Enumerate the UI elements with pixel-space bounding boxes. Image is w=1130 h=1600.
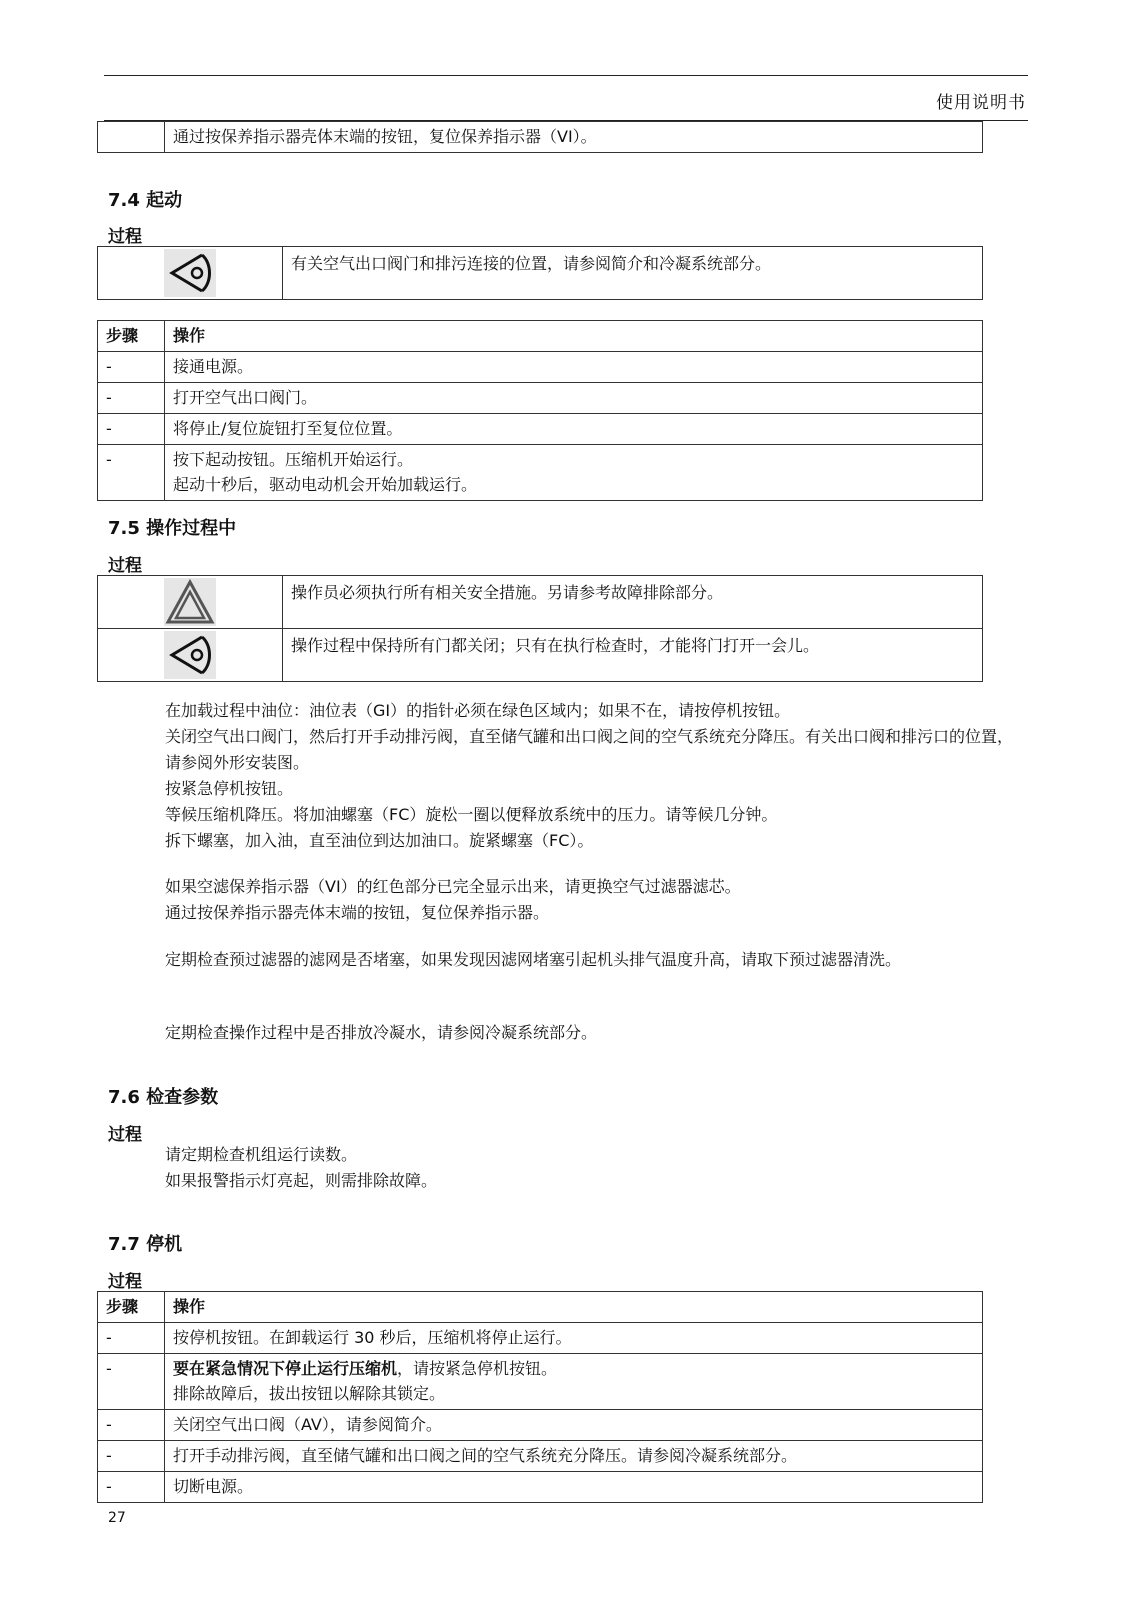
paragraph-line: 在加载过程中油位：油位表（GI）的指针必须在绿色区域内；如果不在，请按停机按钮。 <box>165 701 791 720</box>
process-label-7-4: 过程 <box>108 227 142 247</box>
step-marker: - <box>98 414 165 445</box>
note-icon-cell <box>98 576 283 629</box>
table-row <box>98 1441 983 1472</box>
process-label-7-5: 过程 <box>108 556 142 576</box>
note-text: 有关空气出口阀门和排污连接的位置，请参阅简介和冷凝系统部分。 <box>283 247 983 300</box>
paragraph-check-params <box>165 1142 1025 1194</box>
section-heading-7-4: 7.4 起动 <box>108 190 183 211</box>
paragraph-line: 关闭空气出口阀门，然后打开手动排污阀，直至储气罐和出口阀之间的空气系统充分降压。有关出口阀和排污口的位置，请参阅外形安装图。 <box>165 727 1014 772</box>
steps-table-7-4 <box>97 320 983 501</box>
step-action: 切断电源。 <box>165 1472 983 1503</box>
step-marker: - <box>98 1323 165 1354</box>
step-action: 打开空气出口阀门。 <box>165 383 983 414</box>
step-marker: - <box>98 445 165 501</box>
steps-header-action: 操作 <box>165 321 983 352</box>
continued-table <box>97 121 983 153</box>
table-row <box>98 383 983 414</box>
step-marker: - <box>98 1354 165 1410</box>
table-row <box>98 445 983 501</box>
paragraph-condensate <box>165 1020 1025 1046</box>
steps-table-7-7 <box>97 1291 983 1503</box>
step-action: 接通电源。 <box>165 352 983 383</box>
steps-header-step: 步骤 <box>98 321 165 352</box>
paragraph-prefilter <box>165 947 1025 973</box>
step-action: 打开手动排污阀，直至储气罐和出口阀之间的空气系统充分降压。请参阅冷凝系统部分。 <box>165 1441 983 1472</box>
table-row <box>98 1354 983 1410</box>
note-table-7-4 <box>97 246 983 300</box>
steps-header-action: 操作 <box>165 1292 983 1323</box>
table-row <box>98 1472 983 1503</box>
continued-step-cell <box>98 122 165 153</box>
step-action <box>165 445 983 501</box>
section-heading-7-7: 7.7 停机 <box>108 1234 183 1255</box>
page-number: 27 <box>108 1510 126 1526</box>
step-action-line <box>173 1356 974 1381</box>
paragraph-line: 按紧急停机按钮。 <box>165 779 294 798</box>
table-row <box>98 1410 983 1441</box>
step-marker: - <box>98 1441 165 1472</box>
step-marker: - <box>98 1472 165 1503</box>
section-heading-7-6: 7.6 检查参数 <box>108 1087 219 1108</box>
process-label-7-6: 过程 <box>108 1125 142 1145</box>
paragraph-air-filter <box>165 874 1025 926</box>
warning-triangle-icon <box>164 578 216 626</box>
header-title: 使用说明书 <box>936 93 1026 113</box>
paragraph-line: 定期检查预过滤器的滤网是否堵塞，如果发现因滤网堵塞引起机头排气温度升高，请取下预过滤器清洗。 <box>165 950 902 969</box>
table-row <box>98 1323 983 1354</box>
header-top-rule <box>104 75 1028 76</box>
eye-icon <box>164 631 216 679</box>
table-row <box>98 352 983 383</box>
paragraph-line: 等候压缩机降压。将加油螺塞（FC）旋松一圈以便释放系统中的压力。请等候几分钟。 <box>165 805 778 824</box>
step-marker: - <box>98 1410 165 1441</box>
step-action: 关闭空气出口阀（AV），请参阅简介。 <box>165 1410 983 1441</box>
paragraph-line: 通过按保养指示器壳体末端的按钮，复位保养指示器。 <box>165 903 550 922</box>
note-table-7-5 <box>97 575 983 682</box>
step-action: 将停止/复位旋钮打至复位位置。 <box>165 414 983 445</box>
section-heading-7-5: 7.5 操作过程中 <box>108 518 237 539</box>
step-action: 按停机按钮。在卸载运行 30 秒后，压缩机将停止运行。 <box>165 1323 983 1354</box>
step-action-line: 起动十秒后，驱动电动机会开始加载运行。 <box>173 475 478 494</box>
paragraph-line: 如果报警指示灯亮起，则需排除故障。 <box>165 1171 438 1190</box>
paragraph-line: 请定期检查机组运行读数。 <box>165 1145 358 1164</box>
note-icon-cell <box>98 247 283 300</box>
continued-text: 通过按保养指示器壳体末端的按钮，复位保养指示器（VI）。 <box>165 122 983 153</box>
emphasis-text: 要在紧急情况下停止运行压缩机 <box>173 1359 398 1378</box>
step-action <box>165 1354 983 1410</box>
note-text: 操作员必须执行所有相关安全措施。另请参考故障排除部分。 <box>283 576 983 629</box>
process-label-7-7: 过程 <box>108 1272 142 1292</box>
step-action-line: 按下起动按钮。压缩机开始运行。 <box>173 450 414 469</box>
step-marker: - <box>98 352 165 383</box>
step-action-text: ，请按紧急停机按钮。 <box>397 1359 558 1378</box>
eye-icon <box>164 249 216 297</box>
step-marker: - <box>98 383 165 414</box>
paragraph-line: 定期检查操作过程中是否排放冷凝水，请参阅冷凝系统部分。 <box>165 1023 598 1042</box>
steps-header-step: 步骤 <box>98 1292 165 1323</box>
step-action-line: 排除故障后，拔出按钮以解除其锁定。 <box>173 1384 446 1403</box>
paragraph-line: 拆下螺塞，加入油，直至油位到达加油口。旋紧螺塞（FC）。 <box>165 831 594 850</box>
paragraph-oil-level <box>165 698 1025 854</box>
paragraph-line: 如果空滤保养指示器（VI）的红色部分已完全显示出来，请更换空气过滤器滤芯。 <box>165 877 741 896</box>
note-text: 操作过程中保持所有门都关闭；只有在执行检查时，才能将门打开一会儿。 <box>283 629 983 682</box>
note-icon-cell <box>98 629 283 682</box>
table-row <box>98 414 983 445</box>
